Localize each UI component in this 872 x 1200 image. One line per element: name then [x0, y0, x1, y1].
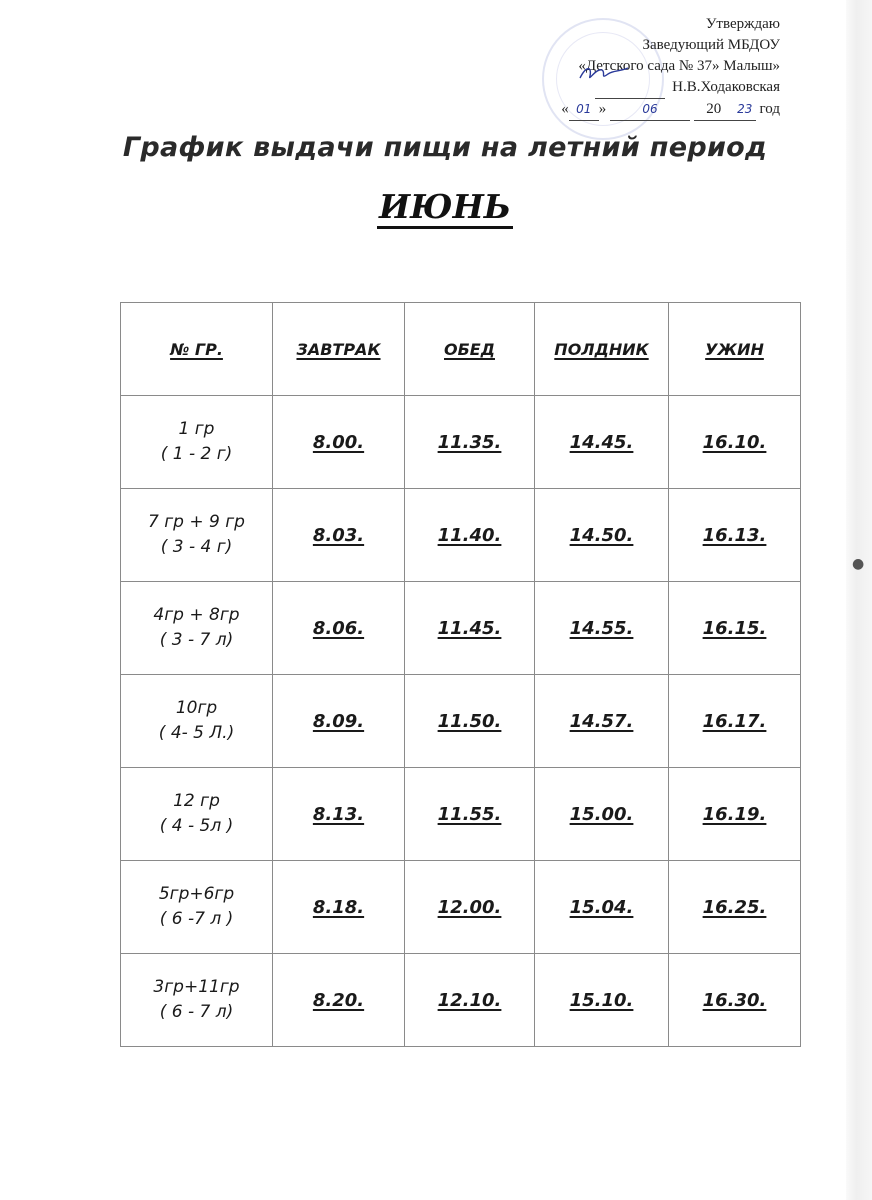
- dinner-cell: 16.25.: [669, 861, 801, 954]
- lunch-cell: 11.45.: [405, 582, 535, 675]
- header-breakfast: ЗАВТРАК: [273, 303, 405, 396]
- table-row: [121, 675, 801, 768]
- snack-cell: 15.04.: [535, 861, 669, 954]
- scan-speck: ●: [852, 556, 865, 572]
- lunch-cell: 12.00.: [405, 861, 535, 954]
- meal-schedule-table: [120, 302, 801, 1047]
- header-group: № ГР.: [121, 303, 273, 396]
- lunch-cell: 11.35.: [405, 396, 535, 489]
- group-cell: 1 гр ( 1 - 2 г): [121, 396, 273, 489]
- table-header-row: [121, 303, 801, 396]
- date-month: 06: [610, 99, 690, 121]
- snack-cell: 14.55.: [535, 582, 669, 675]
- lunch-cell: 11.50.: [405, 675, 535, 768]
- table-row: [121, 954, 801, 1047]
- table-row: [121, 396, 801, 489]
- header-dinner: УЖИН: [669, 303, 801, 396]
- dinner-cell: 16.13.: [669, 489, 801, 582]
- breakfast-cell: 8.00.: [273, 396, 405, 489]
- dinner-cell: 16.15.: [669, 582, 801, 675]
- page-title: График выдачи пищи на летний период: [122, 132, 768, 163]
- snack-cell: 14.57.: [535, 675, 669, 768]
- approval-line-1: Утверждаю: [705, 16, 780, 32]
- group-cell: 7 гр + 9 гр ( 3 - 4 г): [121, 489, 273, 582]
- snack-cell: 14.45.: [535, 396, 669, 489]
- dinner-cell: 16.30.: [669, 954, 801, 1047]
- dinner-cell: 16.10.: [669, 396, 801, 489]
- lunch-cell: 12.10.: [405, 954, 535, 1047]
- group-cell: 3гр+11гр ( 6 - 7 л): [121, 954, 273, 1047]
- header-lunch: ОБЕД: [405, 303, 535, 396]
- breakfast-cell: 8.06.: [273, 582, 405, 675]
- table-row: [121, 861, 801, 954]
- date-day: 01: [569, 99, 599, 121]
- approval-line-2: Заведующий МБДОУ: [642, 37, 780, 53]
- date-suffix: год: [759, 101, 780, 117]
- dinner-cell: 16.19.: [669, 768, 801, 861]
- group-cell: 4гр + 8гр ( 3 - 7 л): [121, 582, 273, 675]
- table-row: [121, 489, 801, 582]
- breakfast-cell: 8.03.: [273, 489, 405, 582]
- breakfast-cell: 8.20.: [273, 954, 405, 1047]
- table-row: [121, 582, 801, 675]
- breakfast-cell: 8.09.: [273, 675, 405, 768]
- group-cell: 10гр ( 4- 5 Л.): [121, 675, 273, 768]
- snack-cell: 14.50.: [535, 489, 669, 582]
- director-name: Н.В.Ходаковская: [672, 79, 780, 95]
- scan-edge: [846, 0, 872, 1200]
- approval-date: « 01 » 06 20 23 год: [561, 99, 780, 121]
- signature: [578, 62, 630, 84]
- lunch-cell: 11.55.: [405, 768, 535, 861]
- date-year-suffix: 23: [734, 99, 756, 121]
- month-heading: ИЮНЬ: [0, 186, 872, 228]
- snack-cell: 15.10.: [535, 954, 669, 1047]
- breakfast-cell: 8.18.: [273, 861, 405, 954]
- date-year-prefix: 20: [694, 99, 734, 121]
- group-cell: 12 гр ( 4 - 5л ): [121, 768, 273, 861]
- group-cell: 5гр+6гр ( 6 -7 л ): [121, 861, 273, 954]
- snack-cell: 15.00.: [535, 768, 669, 861]
- table-row: [121, 768, 801, 861]
- lunch-cell: 11.40.: [405, 489, 535, 582]
- approval-line-3: «Детского сада № 37» Малыш»: [578, 58, 780, 74]
- header-snack: ПОЛДНИК: [535, 303, 669, 396]
- breakfast-cell: 8.13.: [273, 768, 405, 861]
- dinner-cell: 16.17.: [669, 675, 801, 768]
